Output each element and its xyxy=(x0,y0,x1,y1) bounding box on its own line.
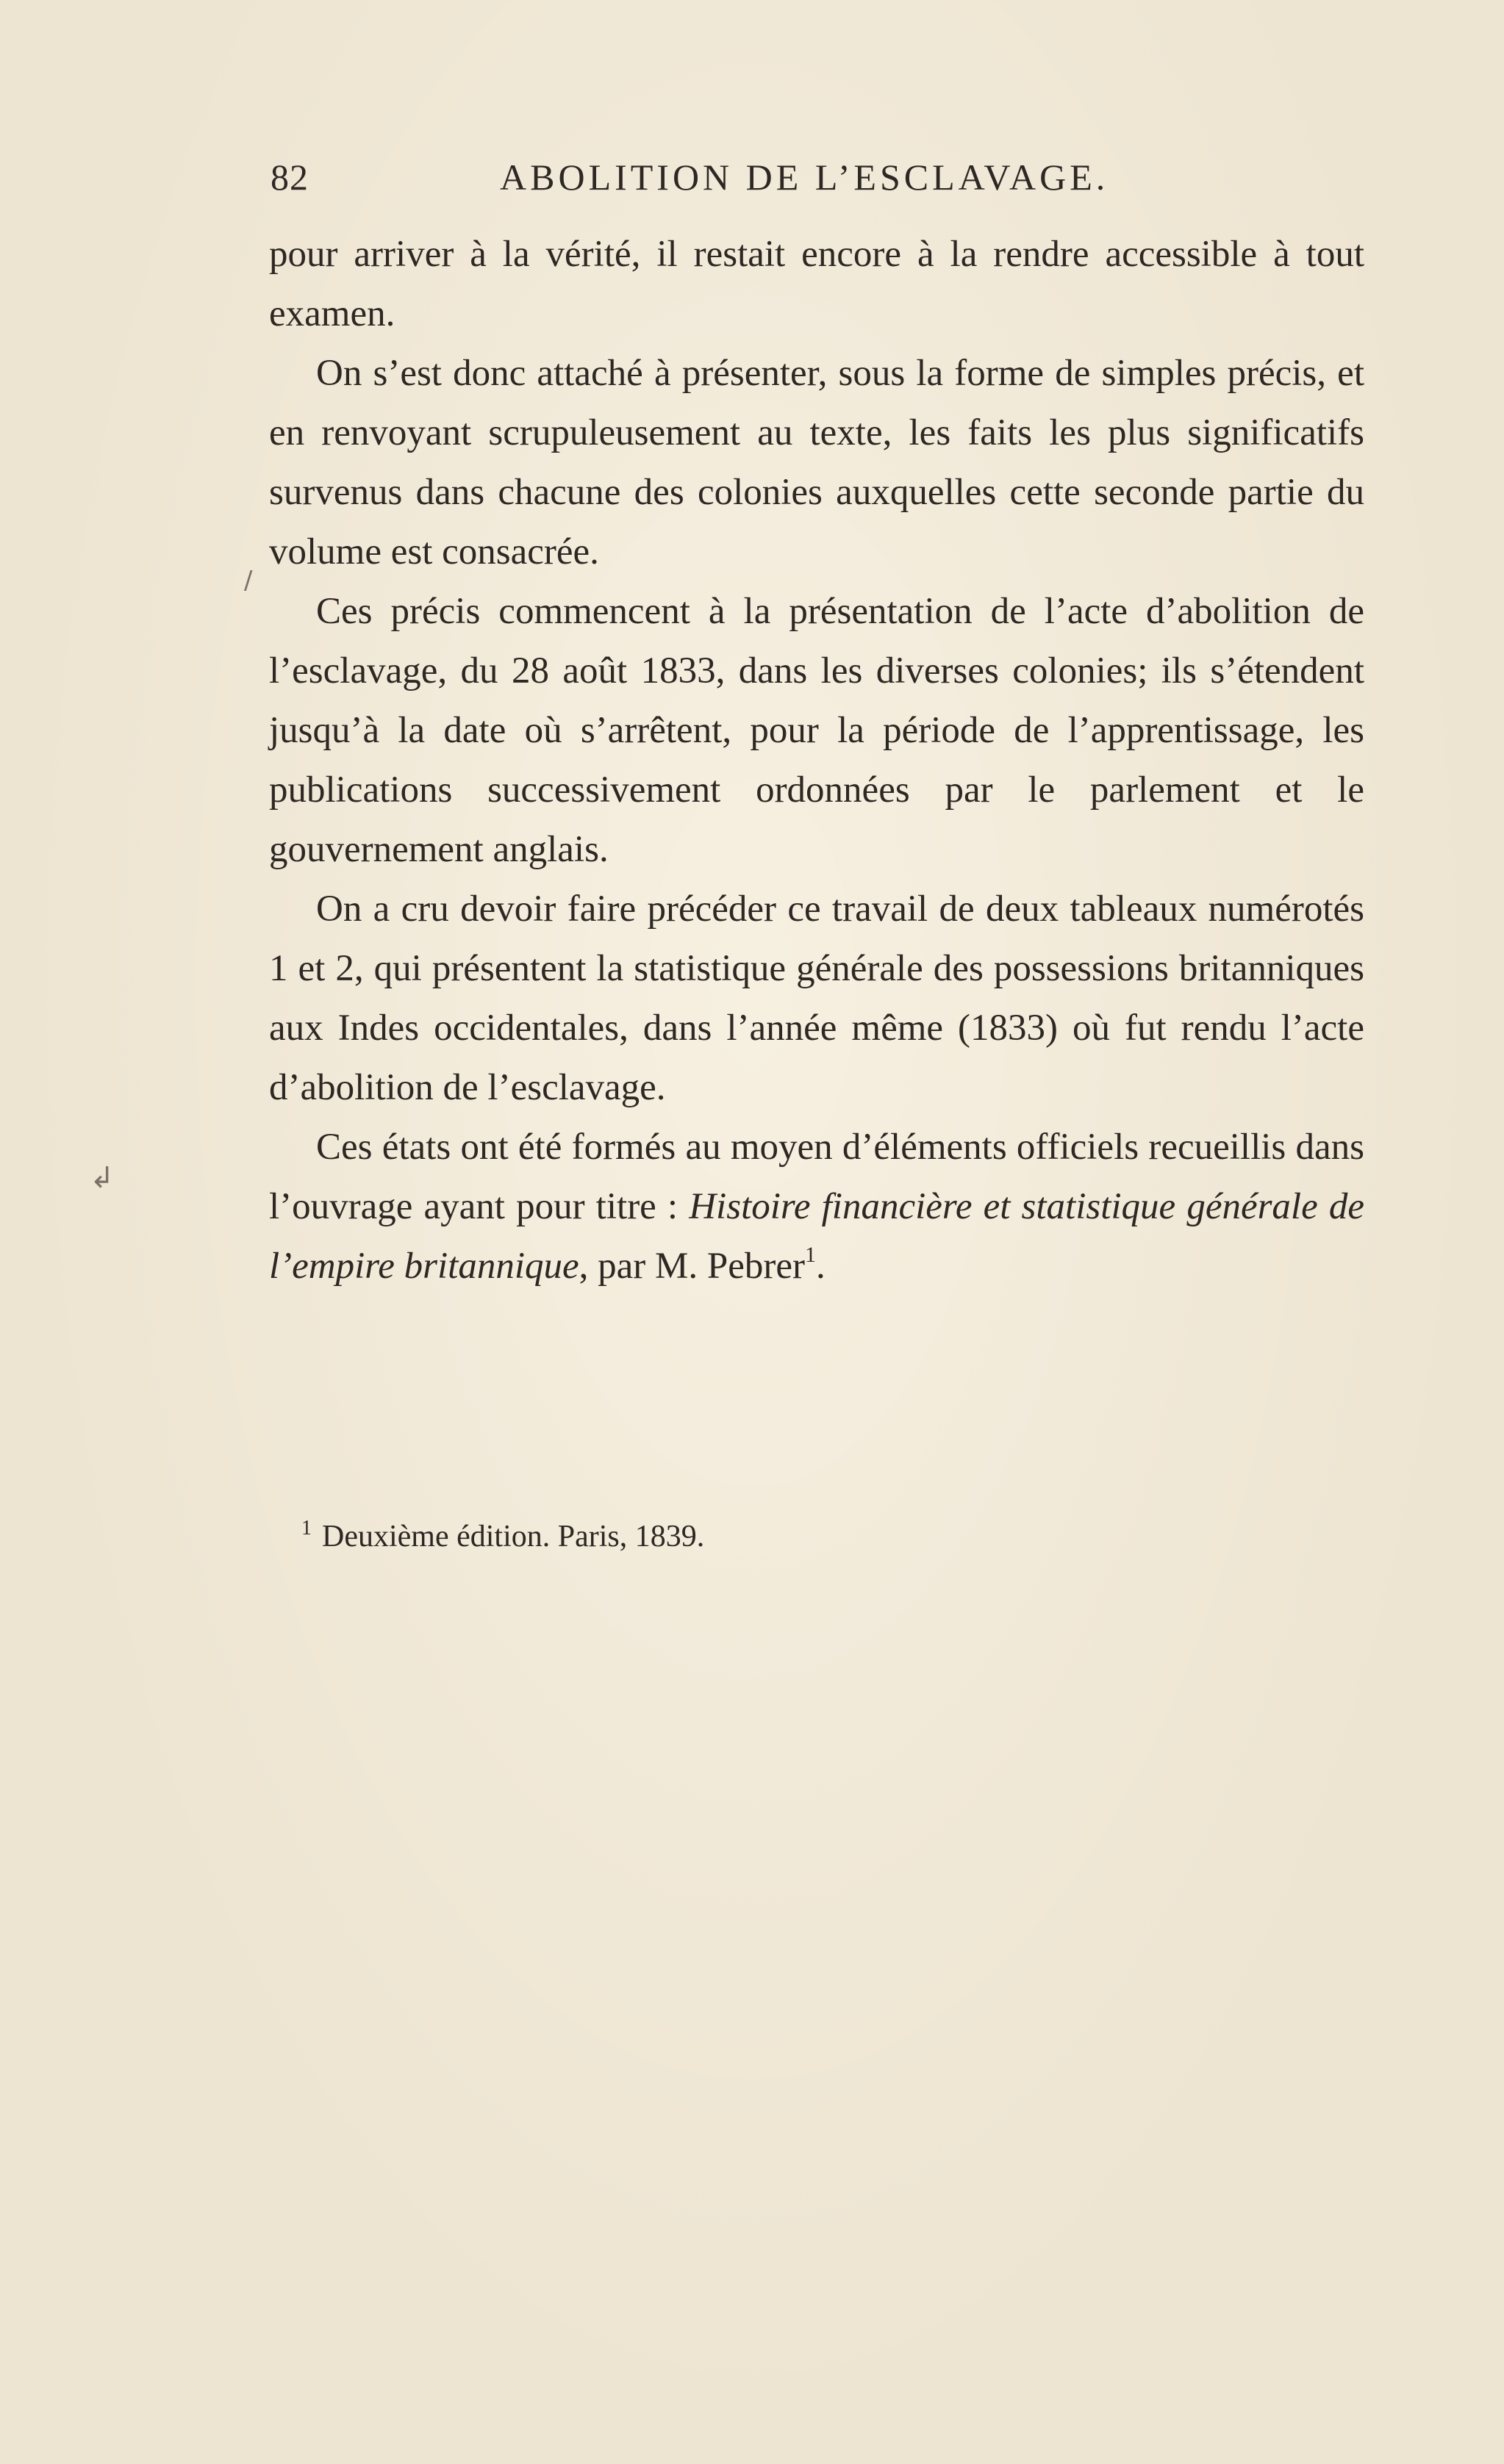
margin-pencil-mark: / xyxy=(244,566,253,595)
footnote-mark: 1 xyxy=(301,1517,312,1540)
paragraph-1: pour arriver à la vérité, il restait encore à la rendre accessible à tout examen. xyxy=(269,234,1364,334)
footnote-text: Deuxième édition. Paris, 1839. xyxy=(322,1520,705,1554)
paragraph-2: On s’est donc attaché à présenter, sous la forme de simples précis, et en renvoyant scrupuleusement au texte, les faits les plus significatifs survenus dans chacune des colonies auxquelles cette seconde partie du volume est consacrée. xyxy=(269,353,1364,572)
book-title: Histoire financière et statistique générale de l’empire britannique xyxy=(269,1186,1364,1287)
running-head xyxy=(271,156,1131,207)
paragraph-5-end: . xyxy=(815,1246,826,1287)
footnote xyxy=(301,1506,1331,1559)
running-title: ABOLITION DE L’ESCLAVAGE. xyxy=(500,157,1109,198)
paragraph-3: Ces précis commencent à la présentation de l’acte d’abolition de l’esclavage, du 28 août 1833, dans les diverses colonies; ils s’étendent jusqu’à la date où s’arrêtent, pour la période de l’apprentissage, les publications successivement ordonnées par le parlement et le gouvernement anglais. xyxy=(269,591,1364,870)
footnote-reference: 1 xyxy=(804,1243,816,1267)
margin-pencil-tick: ↲ xyxy=(90,1161,115,1195)
main-text xyxy=(269,225,1364,1296)
paragraph-5-author: , par M. Pebrer xyxy=(579,1246,805,1287)
paragraph-5 xyxy=(269,1118,1364,1296)
paragraph-5-text: Ces états ont été formés au moyen d’éléments officiels recueillis dans l’ouvrage ayant pour titre : xyxy=(269,1127,1364,1227)
paragraph-4: On a cru devoir faire précéder ce travail de deux tableaux numérotés 1 et 2, qui présentent la statistique générale des possessions britanniques aux Indes occidentales, dans l’année même (1833) où fut rendu l’acte d’abolition de l’esclavage. xyxy=(269,888,1364,1108)
page-number: 82 xyxy=(271,157,309,198)
